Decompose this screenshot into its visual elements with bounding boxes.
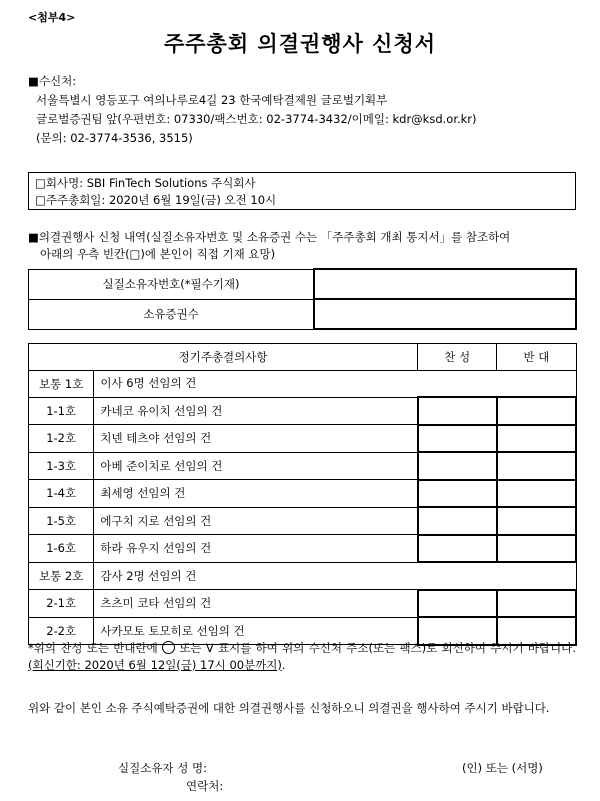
vote-for-cell[interactable] bbox=[418, 425, 497, 453]
note-part2: 또는 V 표시를 하여 위의 수신처 주소(또는 팩스)로 회신하여 bbox=[179, 641, 486, 655]
owner-info-table bbox=[28, 268, 577, 330]
company-info-box bbox=[28, 172, 576, 210]
contact-label: 연락처: bbox=[186, 779, 224, 793]
vote-for-cell[interactable] bbox=[418, 397, 497, 425]
agenda-number: 1-6호 bbox=[29, 535, 94, 563]
agenda-text: 카네코 유이치 선임의 건 bbox=[94, 397, 418, 425]
agenda-row bbox=[29, 562, 577, 590]
vote-for-cell[interactable] bbox=[418, 535, 497, 563]
agenda-number: 1-1호 bbox=[29, 397, 94, 425]
agenda-text: 최세영 선임의 건 bbox=[94, 480, 418, 508]
vote-against-cell[interactable] bbox=[497, 480, 576, 508]
agenda-header-for: 찬 성 bbox=[418, 344, 497, 371]
request-text: 위와 같이 본인 소유 주식예탁증권에 대한 의결권행사를 신청하오니 의결권을 행사하여 주시기 바랍니다. bbox=[28, 701, 550, 715]
agenda-row bbox=[29, 452, 577, 480]
agenda-number: 2-1호 bbox=[29, 590, 94, 618]
vote-for-cell[interactable] bbox=[418, 452, 497, 480]
agenda-text: 이사 6명 선임의 건 bbox=[94, 370, 576, 397]
vote-against-cell[interactable] bbox=[497, 507, 576, 535]
vote-against-cell[interactable] bbox=[497, 397, 576, 425]
securities-count-input[interactable] bbox=[314, 299, 576, 329]
agenda-header-item: 정기주총결의사항 bbox=[29, 344, 418, 371]
recipient-heading: ■수신처: bbox=[28, 74, 77, 88]
agenda-text: 사카모토 토모히로 선임의 건 bbox=[94, 617, 418, 645]
agenda-text: 츠츠미 코타 선임의 건 bbox=[94, 590, 418, 618]
owner-number-label: 실질소유자번호(*필수기재) bbox=[29, 269, 315, 299]
company-name: □회사명: SBI FinTech Solutions 주식회사 bbox=[35, 176, 256, 190]
agenda-header-against: 반 대 bbox=[497, 344, 576, 371]
vote-for-cell[interactable] bbox=[418, 507, 497, 535]
agenda-row bbox=[29, 535, 577, 563]
vote-against-cell[interactable] bbox=[497, 452, 576, 480]
vote-against-cell[interactable] bbox=[497, 590, 576, 618]
agenda-number: 1-3호 bbox=[29, 452, 94, 480]
vote-against-cell[interactable] bbox=[497, 535, 576, 563]
agenda-row bbox=[29, 507, 577, 535]
owner-number-input[interactable] bbox=[314, 269, 576, 299]
securities-count-label: 소유증권수 bbox=[29, 299, 315, 329]
agenda-number: 1-5호 bbox=[29, 507, 94, 535]
note-part1: *위의 찬성 또는 반대란에 bbox=[28, 641, 158, 655]
agenda-number: 2-2호 bbox=[29, 617, 94, 645]
agenda-number: 1-2호 bbox=[29, 425, 94, 453]
agenda-row bbox=[29, 397, 577, 425]
agenda-text: 에구치 지로 선임의 건 bbox=[94, 507, 418, 535]
agenda-row bbox=[29, 590, 577, 618]
circle-mark-icon bbox=[162, 641, 175, 654]
agenda-row bbox=[29, 425, 577, 453]
vote-instruction-note bbox=[28, 640, 576, 674]
vote-for-cell[interactable] bbox=[418, 480, 497, 508]
recipient-address: 서울특별시 영등포구 여의나루로4길 23 한국예탁결제원 글로벌기획부 bbox=[36, 93, 388, 107]
note-end: . bbox=[281, 658, 286, 672]
page-title: 주주총회 의결권행사 신청서 bbox=[163, 32, 437, 56]
note-part3: 주시기 바랍니다. bbox=[490, 641, 577, 655]
attachment-label: <첨부4> bbox=[28, 11, 76, 24]
owner-name-label: 실질소유자 성 명: bbox=[118, 761, 207, 775]
recipient-inquiry: (문의: 02-3774-3536, 3515) bbox=[36, 131, 193, 145]
agenda-number: 보통 1호 bbox=[29, 370, 94, 397]
seal-or-signature: (인) 또는 (서명) bbox=[462, 761, 543, 775]
agenda-text: 하라 유우지 선임의 건 bbox=[94, 535, 418, 563]
agenda-number: 1-4호 bbox=[29, 480, 94, 508]
agenda-number: 보통 2호 bbox=[29, 562, 94, 590]
recipient-contact: 글로벌증권팀 앞(우편번호: 07330/팩스번호: 02-3774-3432/이메일: kdr@ksd.or.kr) bbox=[36, 112, 477, 126]
instruction-line2: 아래의 우측 빈칸(□)에 본인이 직접 기재 요망) bbox=[40, 247, 276, 261]
agenda-table bbox=[28, 343, 577, 646]
agenda-text: 감사 2명 선임의 건 bbox=[94, 562, 576, 590]
agenda-text: 아베 준이치로 선임의 건 bbox=[94, 452, 418, 480]
vote-for-cell[interactable] bbox=[418, 590, 497, 618]
agenda-text: 치넨 테츠야 선임의 건 bbox=[94, 425, 418, 453]
reply-deadline: (회신기한: 2020년 6월 12일(금) 17시 00분까지) bbox=[28, 658, 282, 672]
instruction-line1: ■의결권행사 신청 내역(실질소유자번호 및 소유증권 수는 「주주총회 개최 통지서」를 참조하여 bbox=[28, 230, 511, 244]
agenda-row bbox=[29, 480, 577, 508]
meeting-date: □주주총회일: 2020년 6월 19일(금) 오전 10시 bbox=[35, 193, 277, 207]
agenda-row bbox=[29, 370, 577, 397]
vote-against-cell[interactable] bbox=[497, 425, 576, 453]
